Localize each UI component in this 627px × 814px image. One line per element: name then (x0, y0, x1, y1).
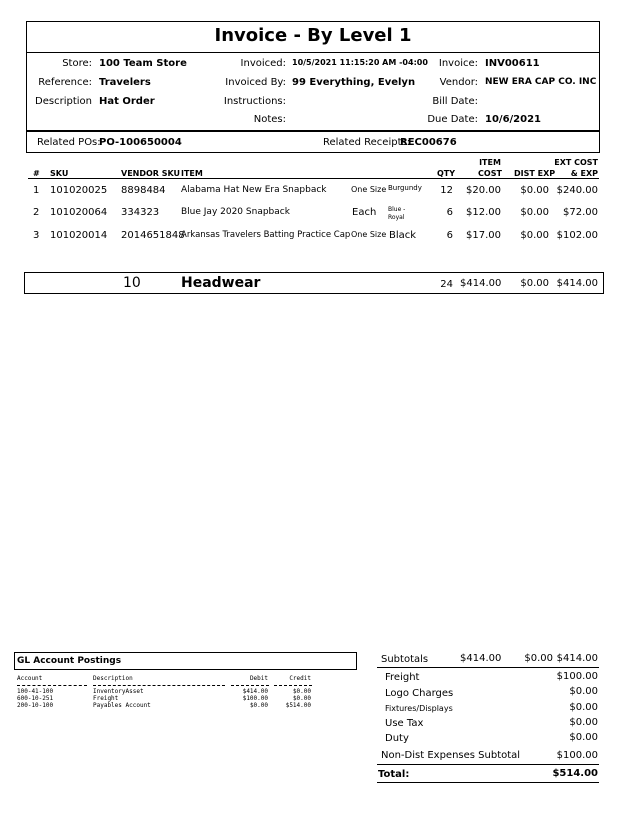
subtotals-label: Subtotals (381, 654, 429, 665)
fixtures-value: $0.00 (569, 702, 598, 713)
level-dist: $0.00 (520, 278, 549, 289)
row2-size: Each (352, 207, 377, 218)
non-dist-subtotal-value: $100.00 (556, 750, 598, 761)
row1-sku: 101020025 (50, 185, 108, 196)
total-divider-bottom (377, 782, 599, 783)
row1-vendor-sku: 8898484 (121, 185, 166, 196)
row3-sku: 101020014 (50, 230, 108, 241)
col-item-cost-1: ITEM (479, 158, 501, 167)
col-sku: SKU (50, 169, 69, 178)
row1-size: One Size (351, 185, 387, 194)
row3-vendor-sku: 2014651848 (121, 230, 185, 241)
total-label: Total: (378, 769, 410, 780)
row3-item: Arkansas Travelers Batting Practice Cap (181, 230, 351, 240)
gl-row3-account: 200-10-100 (17, 702, 54, 709)
row3-dist: $0.00 (520, 230, 549, 241)
title-divider (26, 52, 600, 53)
duty-label: Duty (385, 733, 409, 744)
related-receipts-value: REC00676 (400, 137, 457, 148)
gl-dash-account (17, 685, 87, 686)
gl-row3-debit: $0.00 (249, 702, 268, 709)
gl-dash-description (93, 685, 225, 686)
row3-size: One Size (351, 230, 387, 239)
total-divider-top (377, 764, 599, 765)
row2-vendor-sku: 334323 (121, 207, 160, 218)
vendor-value: NEW ERA CAP CO. INC (485, 77, 597, 87)
gl-col-credit: Credit (289, 675, 311, 682)
gl-col-account: Account (17, 675, 43, 682)
row2-color: Blue - Royal (388, 206, 406, 221)
gl-title: GL Account Postings (17, 656, 122, 666)
row2-qty: 6 (446, 207, 453, 218)
freight-value: $100.00 (556, 671, 598, 682)
col-item-cost-2: COST (478, 169, 502, 178)
invoiced-by-label: Invoiced By: (225, 77, 286, 88)
bill-date-label: Bill Date: (432, 96, 478, 107)
subtotals-cost: $414.00 (460, 653, 502, 664)
related-receipts-label: Related Receipts: (323, 137, 411, 148)
gl-row2-credit: $0.00 (292, 695, 311, 702)
col-num: # (33, 169, 40, 178)
due-date-value: 10/6/2021 (485, 114, 542, 125)
non-dist-subtotal-label: Non-Dist Expenses Subtotal (381, 750, 521, 761)
col-ext-cost-2: & EXP (570, 169, 598, 178)
use-tax-value: $0.00 (569, 717, 598, 728)
row3-num: 3 (33, 230, 40, 241)
row1-num: 1 (33, 185, 40, 196)
page-title: Invoice - By Level 1 (214, 25, 412, 46)
level-code: 10 (123, 275, 141, 291)
row1-dist: $0.00 (520, 185, 549, 196)
row2-ext: $72.00 (563, 207, 598, 218)
related-pos-value: PO-100650004 (99, 137, 182, 148)
logo-charges-value: $0.00 (569, 686, 598, 697)
store-label: Store: (62, 58, 92, 69)
row2-item: Blue Jay 2020 Snapback (181, 207, 290, 217)
due-date-label: Due Date: (427, 114, 478, 125)
fixtures-label: Fixtures/Displays (385, 704, 453, 713)
invoiced-value: 10/5/2021 11:15:20 AM -04:00 (292, 58, 428, 67)
row2-cost: $12.00 (466, 207, 501, 218)
subtotals-dist: $0.00 (524, 653, 553, 664)
instructions-label: Instructions: (223, 96, 286, 107)
gl-row1-debit: $414.00 (242, 688, 268, 695)
row1-ext: $240.00 (556, 185, 598, 196)
description-label: Description (35, 96, 92, 107)
reference-label: Reference: (38, 77, 92, 88)
gl-row1-description: InventoryAsset (93, 688, 144, 695)
row3-color: Black (389, 230, 417, 241)
invoiced-label: Invoiced: (240, 58, 286, 69)
description-value: Hat Order (99, 96, 155, 107)
col-vendor-sku: VENDOR SKU (121, 169, 181, 178)
subtotals-ext: $414.00 (556, 653, 598, 664)
invoice-number: INV00611 (485, 58, 540, 69)
gl-row2-account: 600-10-251 (17, 695, 54, 702)
row3-cost: $17.00 (466, 230, 501, 241)
gl-col-description: Description (93, 675, 133, 682)
store-value: 100 Team Store (99, 58, 187, 69)
row1-color: Burgundy (388, 184, 422, 192)
notes-label: Notes: (253, 114, 286, 125)
vendor-label: Vendor: (439, 77, 478, 88)
gl-row2-debit: $100.00 (242, 695, 268, 702)
row2-num: 2 (33, 207, 40, 218)
reference-value: Travelers (99, 77, 151, 88)
invoice-label: Invoice: (438, 58, 478, 69)
use-tax-label: Use Tax (385, 718, 424, 729)
row1-item: Alabama Hat New Era Snapback (181, 185, 327, 195)
col-dist-exp: DIST EXP (514, 169, 556, 178)
level-qty: 24 (440, 279, 453, 290)
col-item: ITEM (181, 169, 203, 178)
gl-row3-description: Payables Account (93, 702, 151, 709)
logo-charges-label: Logo Charges (385, 688, 454, 699)
gl-row1-credit: $0.00 (292, 688, 311, 695)
invoiced-by-value: 99 Everything, Evelyn (292, 77, 416, 88)
level-cost: $414.00 (460, 278, 502, 289)
row3-qty: 6 (446, 230, 453, 241)
row1-qty: 12 (440, 185, 453, 196)
gl-dash-credit (274, 685, 312, 686)
freight-label: Freight (385, 672, 420, 683)
row2-sku: 101020064 (50, 207, 108, 218)
subtotals-divider (377, 667, 599, 668)
gl-col-debit: Debit (249, 675, 268, 682)
gl-row3-credit: $514.00 (285, 702, 311, 709)
row2-dist: $0.00 (520, 207, 549, 218)
level-name: Headwear (181, 275, 261, 291)
gl-row1-account: 100-41-100 (17, 688, 54, 695)
gl-row2-description: Freight (93, 695, 119, 702)
total-value: $514.00 (552, 768, 598, 779)
gl-dash-debit (231, 685, 269, 686)
row1-cost: $20.00 (466, 185, 501, 196)
level-ext: $414.00 (556, 278, 598, 289)
col-ext-cost-1: EXT COST (554, 158, 598, 167)
table-header-divider (28, 178, 599, 179)
row3-ext: $102.00 (556, 230, 598, 241)
related-pos-label: Related POs: (37, 137, 101, 148)
col-qty: QTY (437, 169, 456, 178)
duty-value: $0.00 (569, 732, 598, 743)
